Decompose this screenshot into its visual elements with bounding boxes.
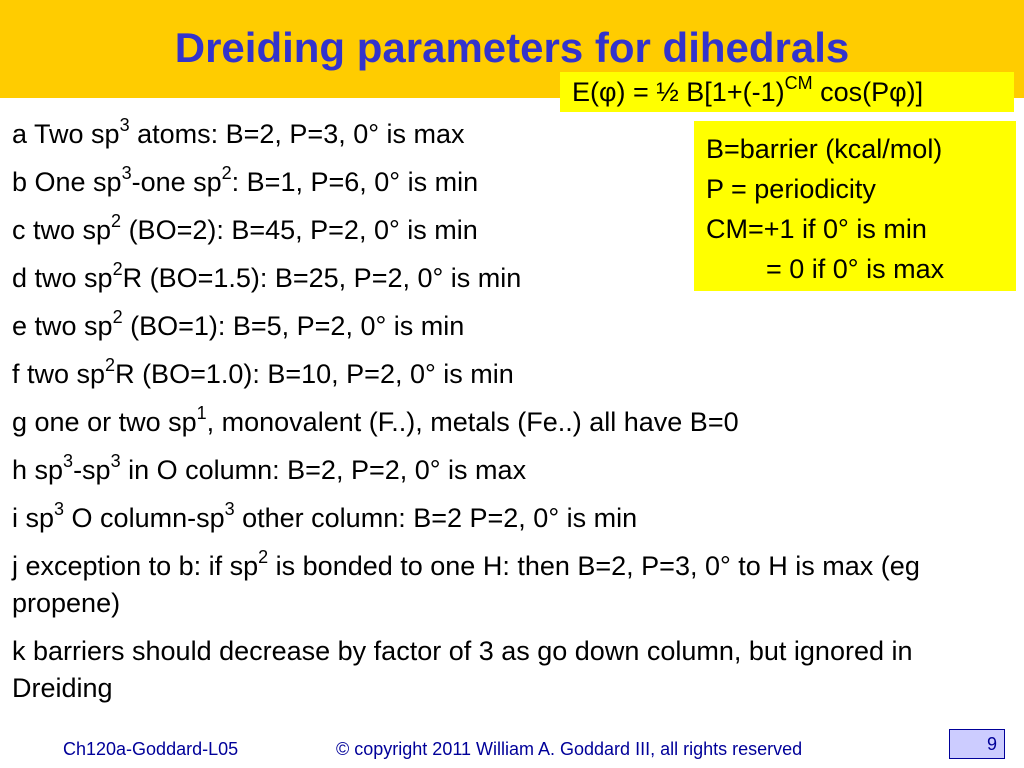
rule-superscript: 3	[119, 115, 130, 135]
rules-list	[12, 116, 1012, 707]
rule-text: , monovalent (F..), metals (Fe..) all have B=0	[206, 407, 739, 437]
rule-text: f two sp	[12, 359, 106, 389]
rule-superscript: 1	[196, 403, 207, 423]
rule-h	[12, 452, 1012, 489]
rule-text: is bonded to one H: then B=2, P=3, 0° to H is max (eg propene)	[12, 551, 920, 618]
rule-text: i sp	[12, 503, 55, 533]
rule-text: k barriers should decrease by factor of 3 as go down column, but ignored in Dreiding	[12, 636, 913, 703]
rule-j	[12, 548, 1012, 622]
formula-lhs: E(φ) = ½ B[1+(-1)	[572, 77, 785, 107]
rule-text: b One sp	[12, 167, 122, 197]
rule-text: d two sp	[12, 263, 113, 293]
rule-superscript: 3	[54, 499, 65, 519]
formula-superscript: CM	[784, 73, 813, 93]
formula-rhs: cos(Pφ)]	[812, 77, 924, 107]
rule-text: c two sp	[12, 215, 112, 245]
rule-superscript: 2	[105, 355, 116, 375]
rule-c	[12, 212, 1012, 249]
rule-text: R (BO=1.0): B=10, P=2, 0° is min	[115, 359, 514, 389]
rule-text: -one sp	[131, 167, 222, 197]
rule-superscript: 3	[224, 499, 235, 519]
rule-text: (BO=1): B=5, P=2, 0° is min	[122, 311, 465, 341]
rule-text: in O column: B=2, P=2, 0° is max	[120, 455, 527, 485]
rule-text: a Two sp	[12, 119, 120, 149]
rule-i	[12, 500, 1012, 537]
rule-superscript: 2	[112, 259, 123, 279]
footer-course-label: Ch120a-Goddard-L05	[63, 739, 239, 759]
rule-k	[12, 633, 1012, 707]
rule-text: j exception to b: if sp	[12, 551, 259, 581]
rule-a	[12, 116, 1012, 153]
rule-g	[12, 404, 1012, 441]
rule-b	[12, 164, 1012, 201]
page-number: 9	[949, 729, 1005, 759]
rule-f	[12, 356, 1012, 393]
rule-text: : B=1, P=6, 0° is min	[231, 167, 479, 197]
legend-line-cm-min: CM=+1 if 0° is min	[706, 214, 927, 244]
rule-text: h sp	[12, 455, 64, 485]
legend-line-barrier: B=barrier (kcal/mol)	[706, 134, 943, 164]
rule-text: atoms: B=2, P=3, 0° is max	[129, 119, 465, 149]
rule-superscript: 2	[258, 547, 269, 567]
rule-superscript: 3	[121, 163, 132, 183]
rule-text: O column-sp	[64, 503, 225, 533]
rule-text: e two sp	[12, 311, 113, 341]
rule-text: (BO=2): B=45, P=2, 0° is min	[121, 215, 478, 245]
rule-text: other column: B=2 P=2, 0° is min	[234, 503, 638, 533]
rule-superscript: 2	[112, 307, 123, 327]
slide-title: Dreiding parameters for dihedrals	[174, 24, 850, 71]
rule-text: -sp	[73, 455, 111, 485]
dihedral-energy-formula	[560, 72, 1014, 112]
legend-line-cm-max: = 0 if 0° is max	[766, 254, 945, 284]
footer-copyright: © copyright 2011 William A. Goddard III, all rights reserved	[336, 739, 803, 759]
rule-superscript: 3	[63, 451, 74, 471]
rule-d	[12, 260, 1012, 297]
rule-e	[12, 308, 1012, 345]
rule-text: g one or two sp	[12, 407, 197, 437]
rule-superscript: 3	[110, 451, 121, 471]
rule-superscript: 2	[221, 163, 232, 183]
rule-superscript: 2	[111, 211, 122, 231]
rule-text: R (BO=1.5): B=25, P=2, 0° is min	[122, 263, 522, 293]
legend-line-periodicity: P = periodicity	[706, 174, 876, 204]
